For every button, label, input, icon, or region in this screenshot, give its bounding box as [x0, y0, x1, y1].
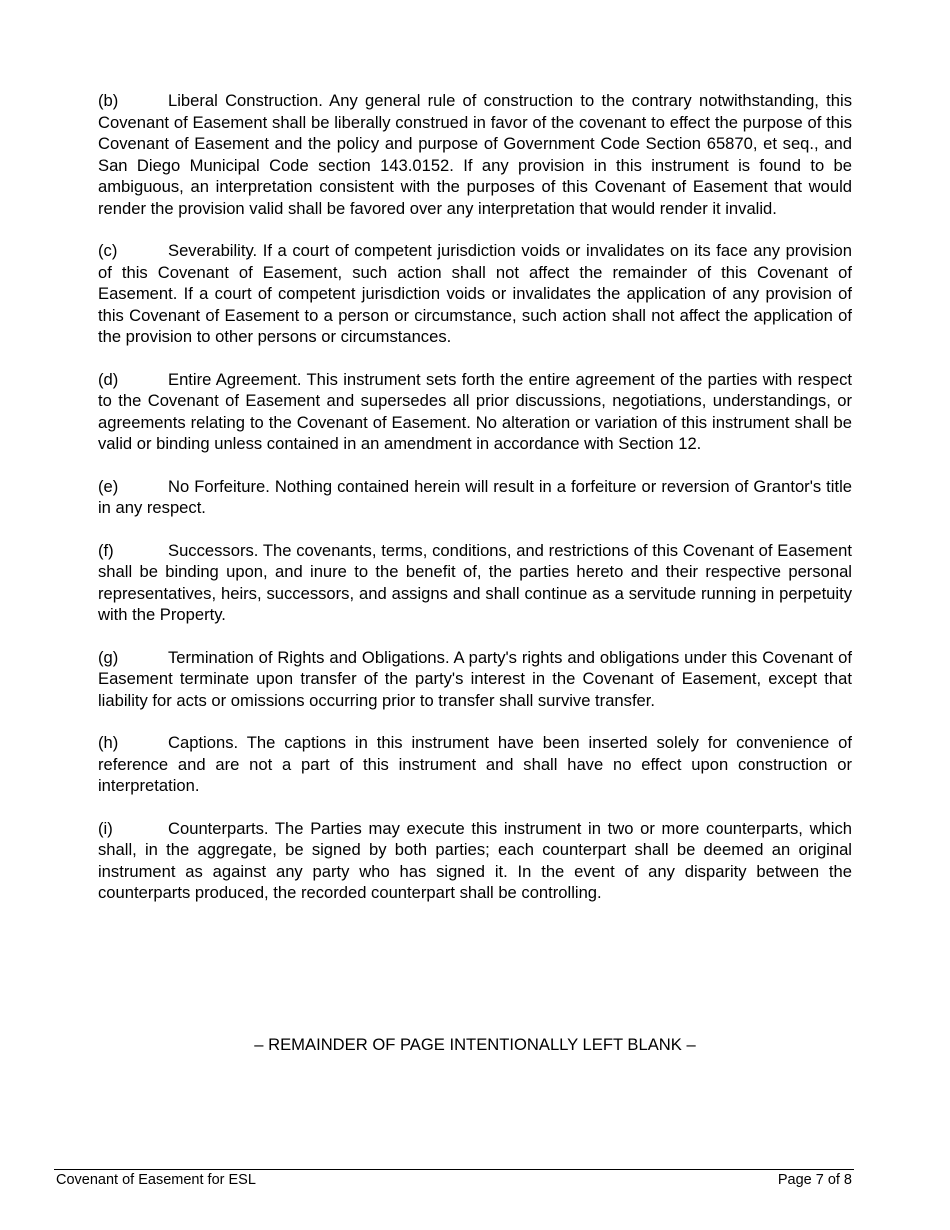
paragraph-i [98, 818, 852, 904]
paragraph-label: (g) [98, 647, 119, 667]
paragraph-e [98, 476, 852, 519]
paragraph-text: Captions. The captions in this instrument have been inserted solely for convenience of reference and are not a part of this instrument and shall have no effect upon construction or interpretation. [98, 733, 852, 795]
paragraph-label: (b) [98, 91, 119, 110]
paragraph-text: No Forfeiture. Nothing contained herein will result in a forfeiture or reversion of Grantor's title in any respect. [98, 476, 852, 517]
paragraph-g [98, 647, 852, 712]
paragraph-label: (h) [98, 733, 119, 752]
document-body [98, 90, 852, 925]
footer-divider [54, 1169, 854, 1170]
remainder-notice: – REMAINDER OF PAGE INTENTIONALLY LEFT BLANK – [254, 1035, 696, 1054]
paragraph-label: (e) [98, 476, 119, 496]
paragraph-b [98, 90, 852, 219]
paragraph-label: (f) [98, 540, 114, 560]
paragraph-text: Counterparts. The Parties may execute this instrument in two or more counterparts, which shall, in the aggregate, be signed by both parties; each counterpart shall be deemed an original instrument as against any party who has signed it. In the event of any disparity between the counterparts produced, the recorded counterpart shall be controlling. [98, 818, 852, 902]
paragraph-d [98, 369, 852, 455]
paragraph-c [98, 240, 852, 348]
paragraph-text: Termination of Rights and Obligations. A party's rights and obligations under this Covenant of Easement terminate upon transfer of the party's interest in the Covenant of Easement, except that liability for acts or omissions occurring prior to transfer shall survive transfer. [98, 647, 852, 710]
paragraph-text: Liberal Construction. Any general rule of construction to the contrary notwithstanding, this Covenant of Easement shall be liberally construed in favor of the covenant to effect the purpose of this Covenant of Easement and the policy and purpose of Government Code Section 65870, et seq., and San Diego Municipal Code section 143.0152. If any provision in this instrument is found to be ambiguous, an interpretation consistent with the purposes of this Covenant of Easement that would render the provision valid shall be favored over any interpretation that would render it invalid. [98, 91, 852, 218]
paragraph-label: (i) [98, 818, 113, 838]
paragraph-label: (d) [98, 369, 119, 389]
footer-document-title: Covenant of Easement for ESL [56, 1172, 256, 1188]
paragraph-h [98, 732, 852, 797]
paragraph-text: Entire Agreement. This instrument sets forth the entire agreement of the parties with respect to the Covenant of Easement and supersedes all prior discussions, negotiations, understandings, or agreements relating to the Covenant of Easement. No alteration or variation of this instrument shall be valid or binding unless contained in an amendment in accordance with Section 12. [98, 369, 852, 453]
footer-page-number: Page 7 of 8 [777, 1172, 852, 1188]
paragraph-f [98, 540, 852, 626]
paragraph-text: Successors. The covenants, terms, conditions, and restrictions of this Covenant of Easement shall be binding upon, and inure to the benefit of, the parties hereto and their respective personal representatives, heirs, successors, and assigns and shall continue as a servitude running in perpetuity with the Property. [98, 540, 852, 624]
paragraph-label: (c) [98, 241, 118, 260]
paragraph-text: Severability. If a court of competent jurisdiction voids or invalidates on its face any provision of this Covenant of Easement, such action shall not affect the remainder of this Covenant of Easement. If a court of competent jurisdiction voids or invalidates the application of any provision of this Covenant of Easement to a person or circumstance, such action shall not affect the application of the provision to other persons or circumstances. [98, 241, 852, 346]
